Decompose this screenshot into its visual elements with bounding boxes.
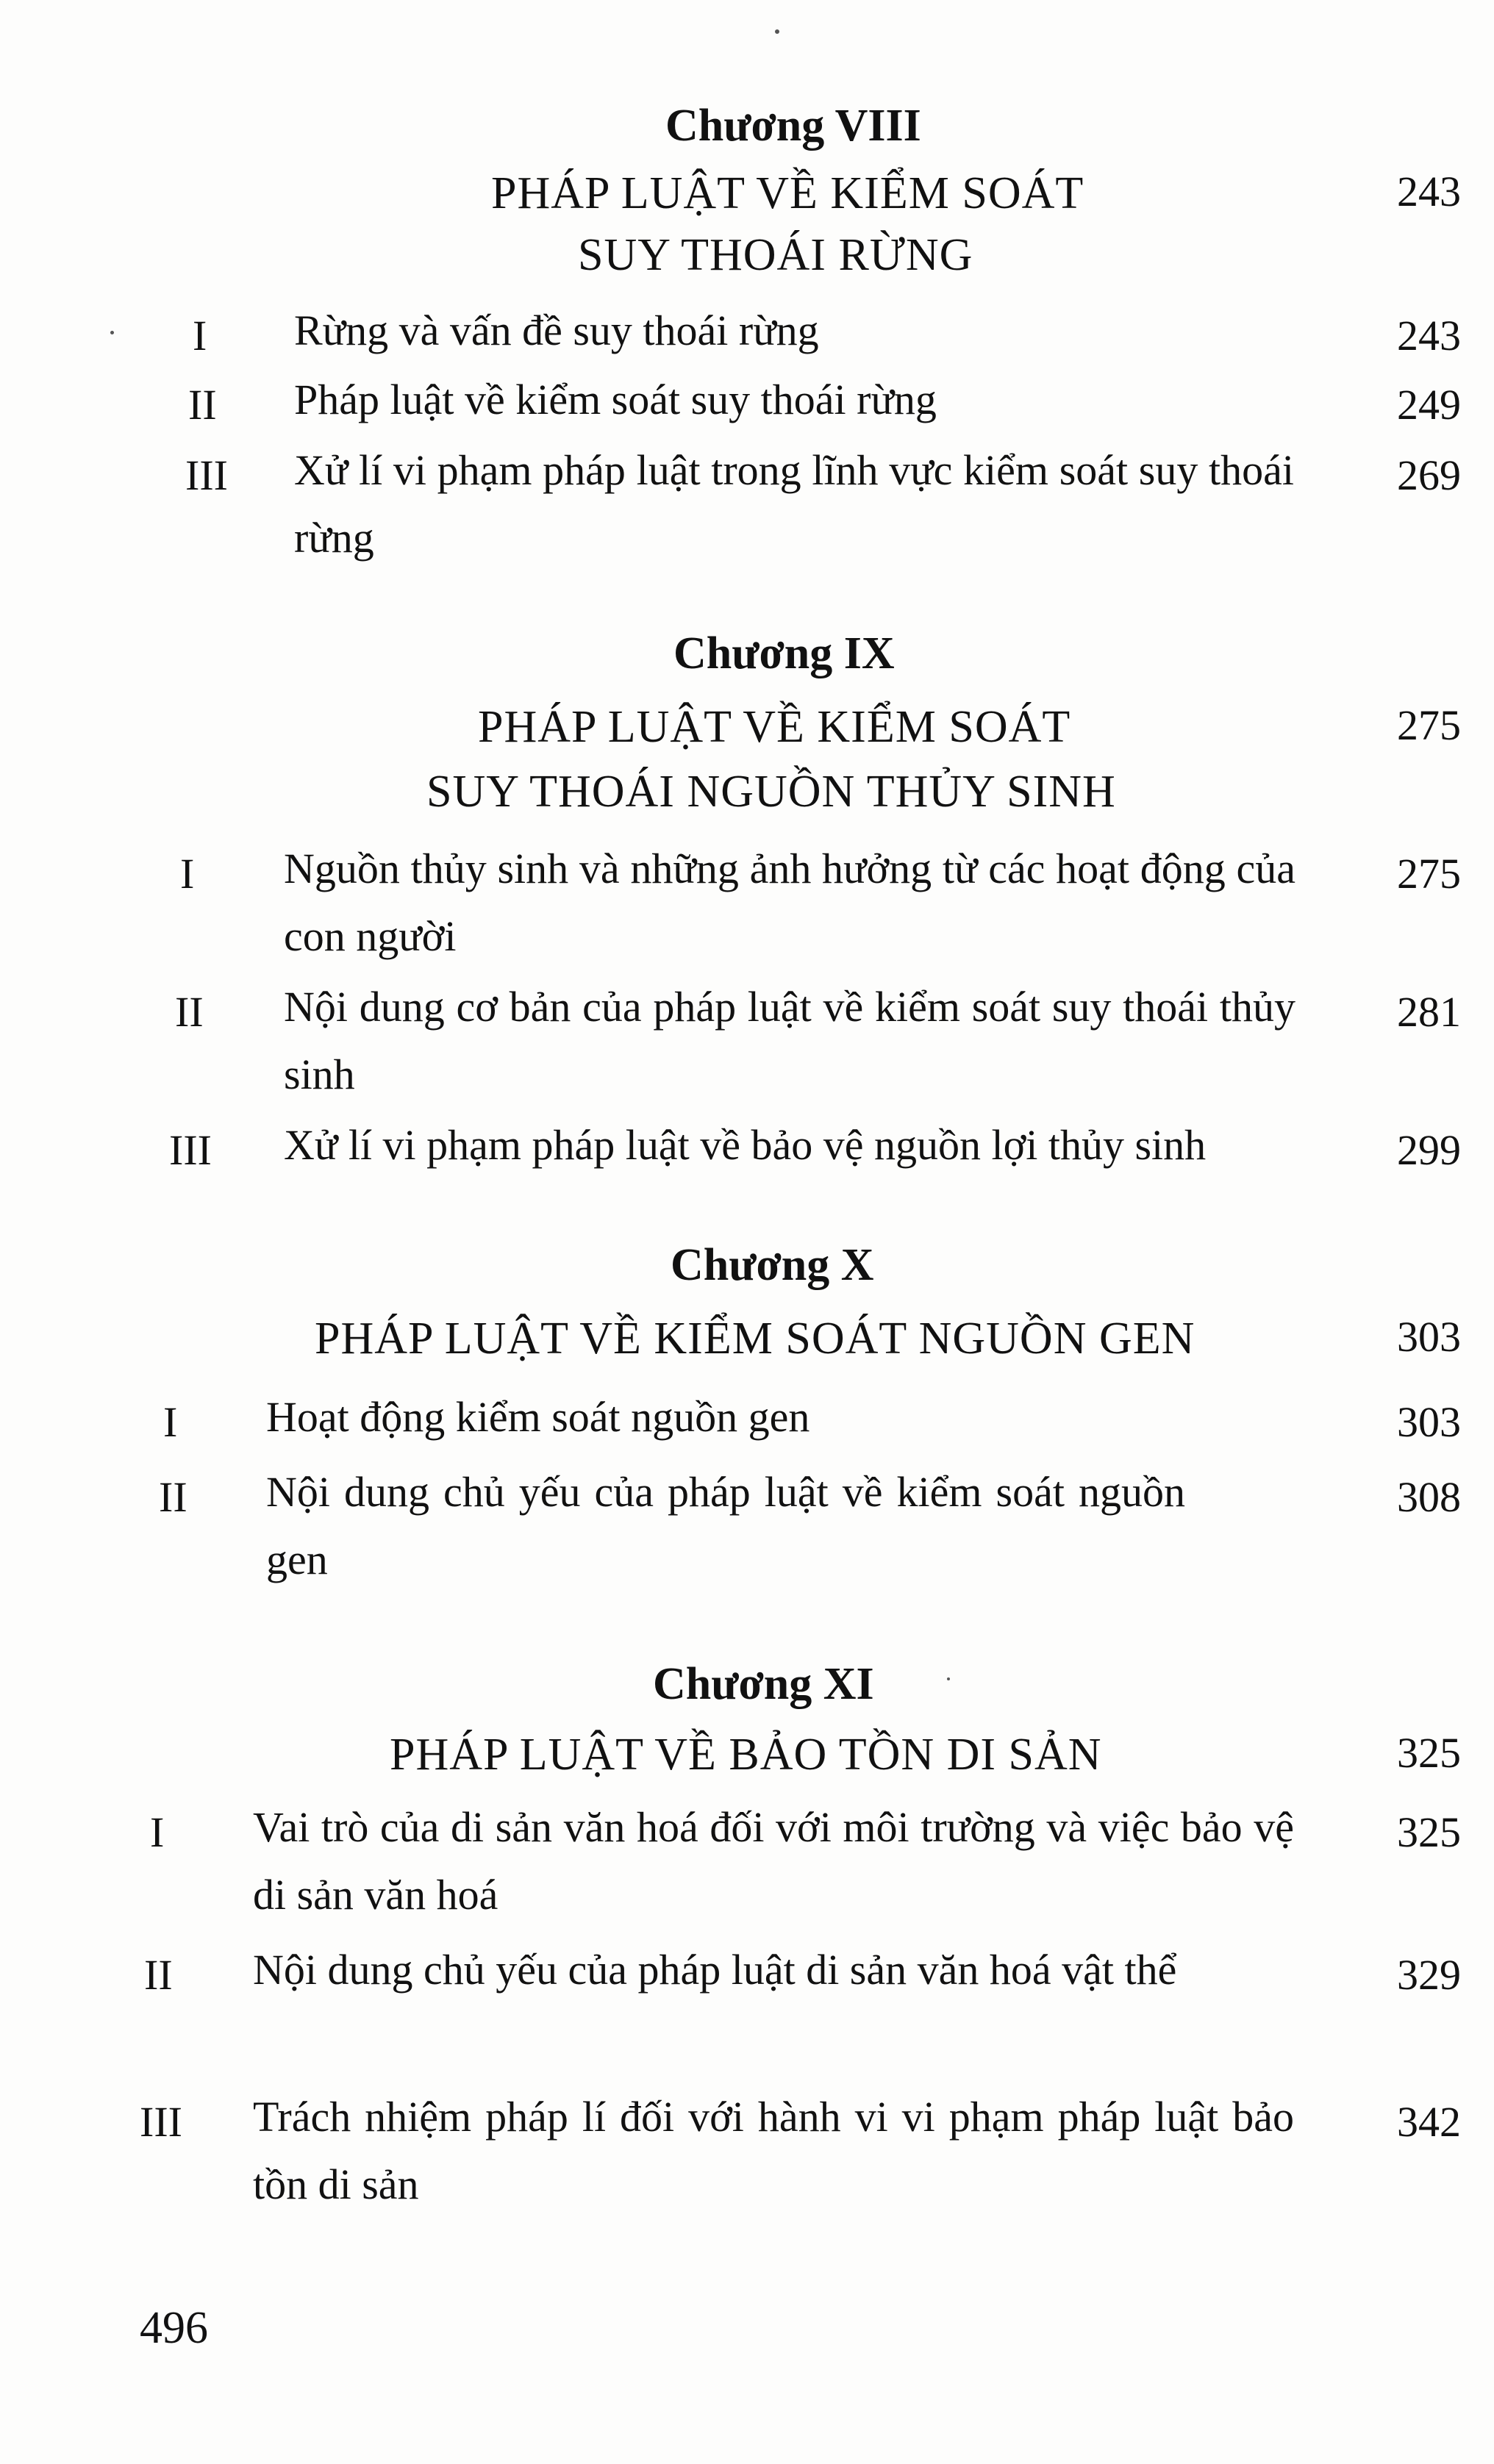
section-number: II xyxy=(144,1951,173,1999)
section-page-number: 303 xyxy=(1397,1398,1461,1446)
section-title: Xử lí vi phạm pháp luật trong lĩnh vực kiểm soát suy thoái rừng xyxy=(294,446,1294,562)
section-number: I xyxy=(180,850,195,898)
section-number: III xyxy=(140,2098,182,2146)
section-title: Nội dung chủ yếu của pháp luật di sản văn hoá vật thể xyxy=(253,1946,1177,1994)
section-page-number: 308 xyxy=(1397,1473,1461,1521)
section-number: I xyxy=(163,1398,178,1446)
print-speck xyxy=(110,331,114,334)
section-title: Nguồn thủy sinh và những ảnh hưởng từ các hoạt động của con người xyxy=(284,845,1295,960)
section-page-number: 325 xyxy=(1397,1808,1461,1856)
print-speck xyxy=(775,29,779,34)
section-page-number: 275 xyxy=(1397,850,1461,898)
chapter-title-line: PHÁP LUẬT VỀ KIỂM SOÁT xyxy=(491,168,1084,218)
chapter-page-number: 243 xyxy=(1397,168,1461,215)
chapter-label: Chương VIII xyxy=(665,101,921,151)
chapter-page-number: 325 xyxy=(1397,1729,1461,1777)
section-page-number: 299 xyxy=(1397,1126,1461,1174)
section-number: I xyxy=(150,1808,165,1856)
section-page-number: 249 xyxy=(1397,381,1461,429)
chapter-label: Chương X xyxy=(671,1240,874,1290)
section-page-number: 342 xyxy=(1397,2098,1461,2146)
section-page-number: 329 xyxy=(1397,1951,1461,1999)
section-title: Vai trò của di sản văn hoá đối với môi trường và việc bảo vệ di sản văn hoá xyxy=(253,1803,1294,1919)
chapter-title-line: PHÁP LUẬT VỀ KIỂM SOÁT xyxy=(478,702,1071,752)
page-number: 496 xyxy=(140,2303,208,2353)
section-title: Rừng và vấn đề suy thoái rừng xyxy=(294,307,819,354)
chapter-page-number: 275 xyxy=(1397,701,1461,749)
section-number: II xyxy=(159,1473,187,1521)
chapter-title-line: PHÁP LUẬT VỀ KIỂM SOÁT NGUỒN GEN xyxy=(315,1314,1195,1364)
section-number: II xyxy=(188,381,217,429)
chapter-page-number: 303 xyxy=(1397,1313,1461,1361)
section-title: Hoạt động kiểm soát nguồn gen xyxy=(266,1393,810,1441)
section-number: I xyxy=(193,312,207,359)
section-title: Nội dung chủ yếu của pháp luật về kiểm soát nguồn gen xyxy=(266,1468,1185,1583)
section-title: Trách nhiệm pháp lí đối với hành vi vi phạm pháp luật bảo tồn di sản xyxy=(253,2093,1294,2208)
section-title: Pháp luật về kiểm soát suy thoái rừng xyxy=(294,376,937,423)
chapter-label: Chương XI xyxy=(653,1659,874,1709)
section-number: II xyxy=(175,988,204,1036)
section-title: Xử lí vi phạm pháp luật về bảo vệ nguồn lợi thủy sinh xyxy=(284,1121,1207,1169)
chapter-title-line: SUY THOÁI RỪNG xyxy=(578,230,973,280)
chapter-title-line: PHÁP LUẬT VỀ BẢO TỒN DI SẢN xyxy=(390,1730,1102,1780)
section-number: III xyxy=(185,451,228,499)
print-speck xyxy=(947,1677,950,1680)
section-page-number: 243 xyxy=(1397,312,1461,359)
section-title: Nội dung cơ bản của pháp luật về kiểm soát suy thoái thủy sinh xyxy=(284,983,1295,1098)
section-number: III xyxy=(169,1126,212,1174)
chapter-label: Chương IX xyxy=(673,628,895,678)
section-page-number: 269 xyxy=(1397,451,1461,499)
section-page-number: 281 xyxy=(1397,988,1461,1036)
chapter-title-line: SUY THOÁI NGUỒN THỦY SINH xyxy=(426,767,1116,817)
